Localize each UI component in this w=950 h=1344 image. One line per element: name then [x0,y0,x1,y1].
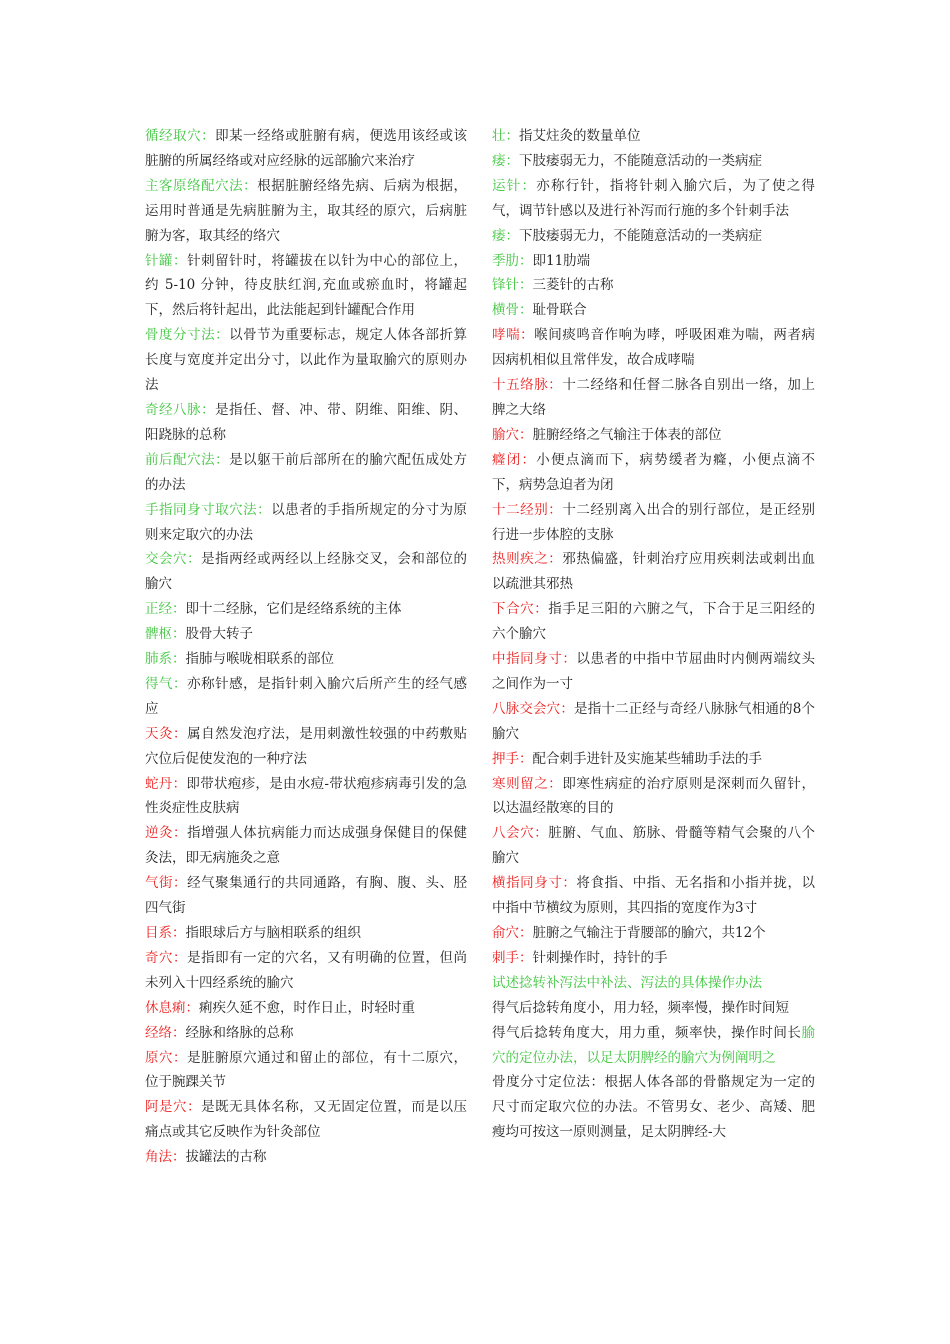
entry-term: 八会穴： [492,825,549,842]
glossary-entry [492,772,815,822]
entry-definition: 小便点滴而下，病势缓者为癃，小便点滴不下，病势急迫者为闭 [492,451,816,493]
glossary-entry [145,672,467,722]
entry-term: 髀枢： [145,626,186,643]
entry-term: 交会穴： [145,551,202,568]
entry-term: 癃闭： [492,451,537,468]
entry-definition: 得气后捻转角度小，用力轻，频率慢，操作时间短 [492,999,789,1016]
glossary-entry [145,323,467,398]
entry-term: 季肋： [492,252,533,269]
entry-definition: 得气后捻转角度大，用力重，频率快，操作时间长 [492,1024,802,1041]
glossary-entry [145,547,467,597]
entry-definition: 亦称针感，是指针刺入腧穴后所产生的经气感应 [145,675,468,717]
entry-definition: 三菱针的古称 [532,277,614,294]
entry-definition: 股骨大转子 [185,626,253,643]
entry-definition: 亦称行针，指将针刺入腧穴后，为了使之得气，调节针感以及进行补泻而行施的多个针刺手法 [492,177,816,219]
glossary-entry [145,921,467,946]
glossary-entry [492,921,815,946]
entry-definition: 经气聚集通行的共同通路，有胸、腹、头、胫四气街 [145,875,468,917]
entry-term: 壮： [492,128,519,144]
entry-definition: 即寒性病症的治疗原则是深刺而久留针，以达温经散寒的目的 [492,775,816,817]
entry-definition: 十二经络和任督二脉各自别出一络，加上脾之大络 [492,377,816,418]
entry-definition: 痢疾久延不愈，时作日止，时轻时重 [199,999,415,1016]
entry-definition: 喉间痰鸣音作响为哮，呼吸困难为喘，两者病因病机相似且常伴发，故合成哮喘 [492,327,816,369]
entry-term: 痿： [492,227,519,244]
entry-term: 前后配穴法： [145,451,230,468]
entry-definition: 针刺操作时，持针的手 [532,949,668,966]
glossary-entry [145,946,467,996]
glossary-entry [492,448,815,498]
entry-definition: 配合刺手进针及实施某些辅助手法的手 [532,750,762,767]
glossary-entry [492,124,815,149]
entry-term: 哮喘： [492,327,535,344]
entry-heading: 腧穴的定位办法，以足太阴脾经的腧穴为例阐明之 [492,1024,815,1066]
glossary-entry [492,298,815,323]
glossary-entry [492,971,815,996]
entry-term: 八脉交会穴： [492,700,575,717]
glossary-entry [492,224,815,249]
entry-term: 锋针： [492,277,533,294]
entry-definition: 是指两经或两经以上经脉交叉，会和部位的腧穴 [145,551,468,593]
entry-term: 原穴： [145,1049,188,1066]
entry-definition: 属自然发泡疗法，是用刺激性较强的中药敷贴穴位后促使发泡的一种疗法 [145,725,468,767]
glossary-entry [145,1021,467,1046]
glossary-entry [492,423,815,448]
glossary-entry [145,174,467,249]
entry-term: 肺系： [145,651,186,668]
entry-definition: 脏腑、气血、筋脉、骨髓等精气会聚的八个腧穴 [492,825,816,867]
glossary-entry [492,647,815,697]
entry-term: 骨度分寸法： [145,327,230,344]
entry-definition: 将食指、中指、无名指和小指并拢，以中指中节横纹为原则，其四指的宽度作为3寸 [492,875,816,917]
entry-term: 蛇丹： [145,775,187,792]
entry-definition: 耻骨联合 [532,302,587,319]
entry-term: 十五络脉： [492,377,563,394]
glossary-entry [145,722,467,772]
entry-term: 循经取穴： [145,128,216,144]
glossary-entry [145,1145,467,1170]
entry-definition: 是指即有一定的穴名，又有明确的位置，但尚未列入十四经系统的腧穴 [145,949,468,991]
entry-term: 下合穴： [492,601,549,618]
entry-term: 热则疾之： [492,551,563,568]
glossary-entry [492,747,815,772]
entry-definition: 即带状疱疹，是由水痘-带状疱疹病毒引发的急性炎症性皮肤病 [145,775,467,817]
entry-term: 十二经别： [492,501,563,518]
right-column [492,124,815,1145]
entry-term: 经络： [145,1024,186,1041]
entry-definition: 是脏腑原穴通过和留止的部位，有十二原穴，位于腕踝关节 [145,1049,468,1091]
left-column [145,124,467,1170]
glossary-entry [492,323,815,373]
entry-definition: 下肢痿弱无力，不能随意活动的一类病症 [519,152,762,169]
entry-term: 痿： [492,152,519,169]
entry-term: 正经： [145,601,186,618]
glossary-entry [492,871,815,921]
entry-term: 押手： [492,750,533,767]
glossary-entry [492,149,815,174]
entry-term: 奇穴： [145,949,188,966]
entry-term: 气街： [145,875,188,892]
entry-definition: 指眼球后方与脑相联系的组织 [185,925,361,941]
entry-definition: 是指任、督、冲、带、阴维、阳维、阴、阳跷脉的总称 [145,401,468,443]
entry-definition: 脏腑经络之气输注于体表的部位 [532,426,722,443]
entry-definition: 即十二经脉，它们是经络系统的主体 [185,601,402,618]
entry-definition: 即某一经络或脏腑有病，便选用该经或该脏腑的所属经络或对应经脉的远部腧穴来治疗 [145,128,468,169]
glossary-entry [492,249,815,274]
glossary-entry [492,273,815,298]
entry-term: 中指同身寸： [492,651,577,668]
glossary-entry [492,946,815,971]
entry-definition: 指肺与喉咙相联系的部位 [185,651,334,668]
entry-term: 俞穴： [492,925,533,941]
entry-term: 腧穴： [492,426,533,443]
glossary-entry [145,996,467,1021]
entry-definition: 根据脏腑经络先病、后病为根据，运用时普通是先病脏腑为主，取其经的原穴，后病脏腑为客，取其经的络穴 [145,177,468,244]
glossary-entry [145,821,467,871]
glossary-entry [145,448,467,498]
glossary-entry [145,647,467,672]
glossary-entry [492,373,815,423]
glossary-entry [145,1095,467,1145]
entry-term: 手指同身寸取穴法： [145,501,272,518]
glossary-entry [145,124,467,174]
entry-term: 横骨： [492,302,533,319]
glossary-entry [145,498,467,548]
glossary-entry [145,249,467,324]
entry-term: 刺手： [492,949,533,966]
entry-term: 逆灸： [145,825,188,842]
entry-definition: 指艾炷灸的数量单位 [519,128,641,144]
entry-definition: 脏腑之气输注于背腰部的腧穴，共12个 [532,925,766,941]
entry-term: 寒则留之： [492,775,563,792]
entry-term: 横指同身寸： [492,875,577,892]
entry-definition: 下肢痿弱无力，不能随意活动的一类病症 [519,227,762,244]
entry-definition: 是既无具体名称，又无固定位置，而是以压痛点或其它反映作为针灸部位 [145,1099,468,1141]
entry-definition: 是指十二正经与奇经八脉脉气相通的8个腧穴 [492,700,816,742]
glossary-entry [145,622,467,647]
entry-term: 得气： [145,675,188,692]
glossary-entry [145,772,467,822]
entry-term: 主客原络配穴法： [145,177,258,194]
entry-definition: 指手足三阳的六腑之气，下合于足三阳经的六个腧穴 [492,601,816,643]
entry-definition: 是以躯干前后部所在的腧穴配伍成处方的办法 [145,451,468,493]
entry-definition: 针刺留针时，将罐拔在以针为中心的部位上，约 5-10 分钟，待皮肤红润,充血或瘀血时，将罐起下，然后将针起出，此法能起到针罐配合作用 [145,252,468,319]
glossary-entry [492,547,815,597]
entry-term: 角法： [145,1149,186,1166]
glossary-entry [492,1070,815,1145]
entry-definition: 指增强人体抗病能力而达成强身保健目的保健灸法，即无病施灸之意 [145,825,468,867]
glossary-entry [145,1046,467,1096]
glossary-entry [492,498,815,548]
glossary-entry [492,821,815,871]
glossary-entry [145,398,467,448]
entry-definition: 经脉和络脉的总称 [185,1024,294,1041]
glossary-entry [145,871,467,921]
entry-term: 阿是穴： [145,1099,202,1116]
entry-term: 试述捻转补泻法中补法、泻法的具体操作办法 [492,974,762,991]
entry-definition: 以患者的手指所规定的分寸为原则来定取穴的办法 [145,501,468,543]
glossary-entry [492,1021,815,1071]
entry-definition: 即11肋端 [532,252,591,269]
glossary-entry [492,697,815,747]
entry-definition: 十二经别离入出合的别行部位，是正经别行进一步体腔的支脉 [492,501,816,543]
glossary-entry [492,174,815,224]
entry-term: 天灸： [145,725,188,742]
entry-definition: 以骨节为重要标志，规定人体各部折算长度与宽度并定出分寸，以此作为量取腧穴的原则办法 [145,327,468,394]
glossary-entry [492,996,815,1021]
entry-term: 奇经八脉： [145,401,216,418]
glossary-entry [492,597,815,647]
entry-term: 运针： [492,177,537,194]
entry-term: 休息痢： [145,999,199,1016]
entry-definition: 拔罐法的古称 [185,1149,267,1166]
glossary-entry [145,597,467,622]
entry-definition: 邪热偏盛，针刺治疗应用疾刺法或刺出血以疏泄其邪热 [492,551,816,593]
entry-definition: 以患者的中指中节屈曲时内侧两端纹头之间作为一寸 [492,651,816,692]
entry-definition: 骨度分寸定位法：根据人体各部的骨骼规定为一定的尺寸而定取穴位的办法。不管男女、老少、高矮、肥瘦均可按这一原则测量，足太阴脾经-大 [492,1074,815,1141]
entry-term: 针罐： [145,252,188,269]
entry-term: 目系： [145,925,186,941]
